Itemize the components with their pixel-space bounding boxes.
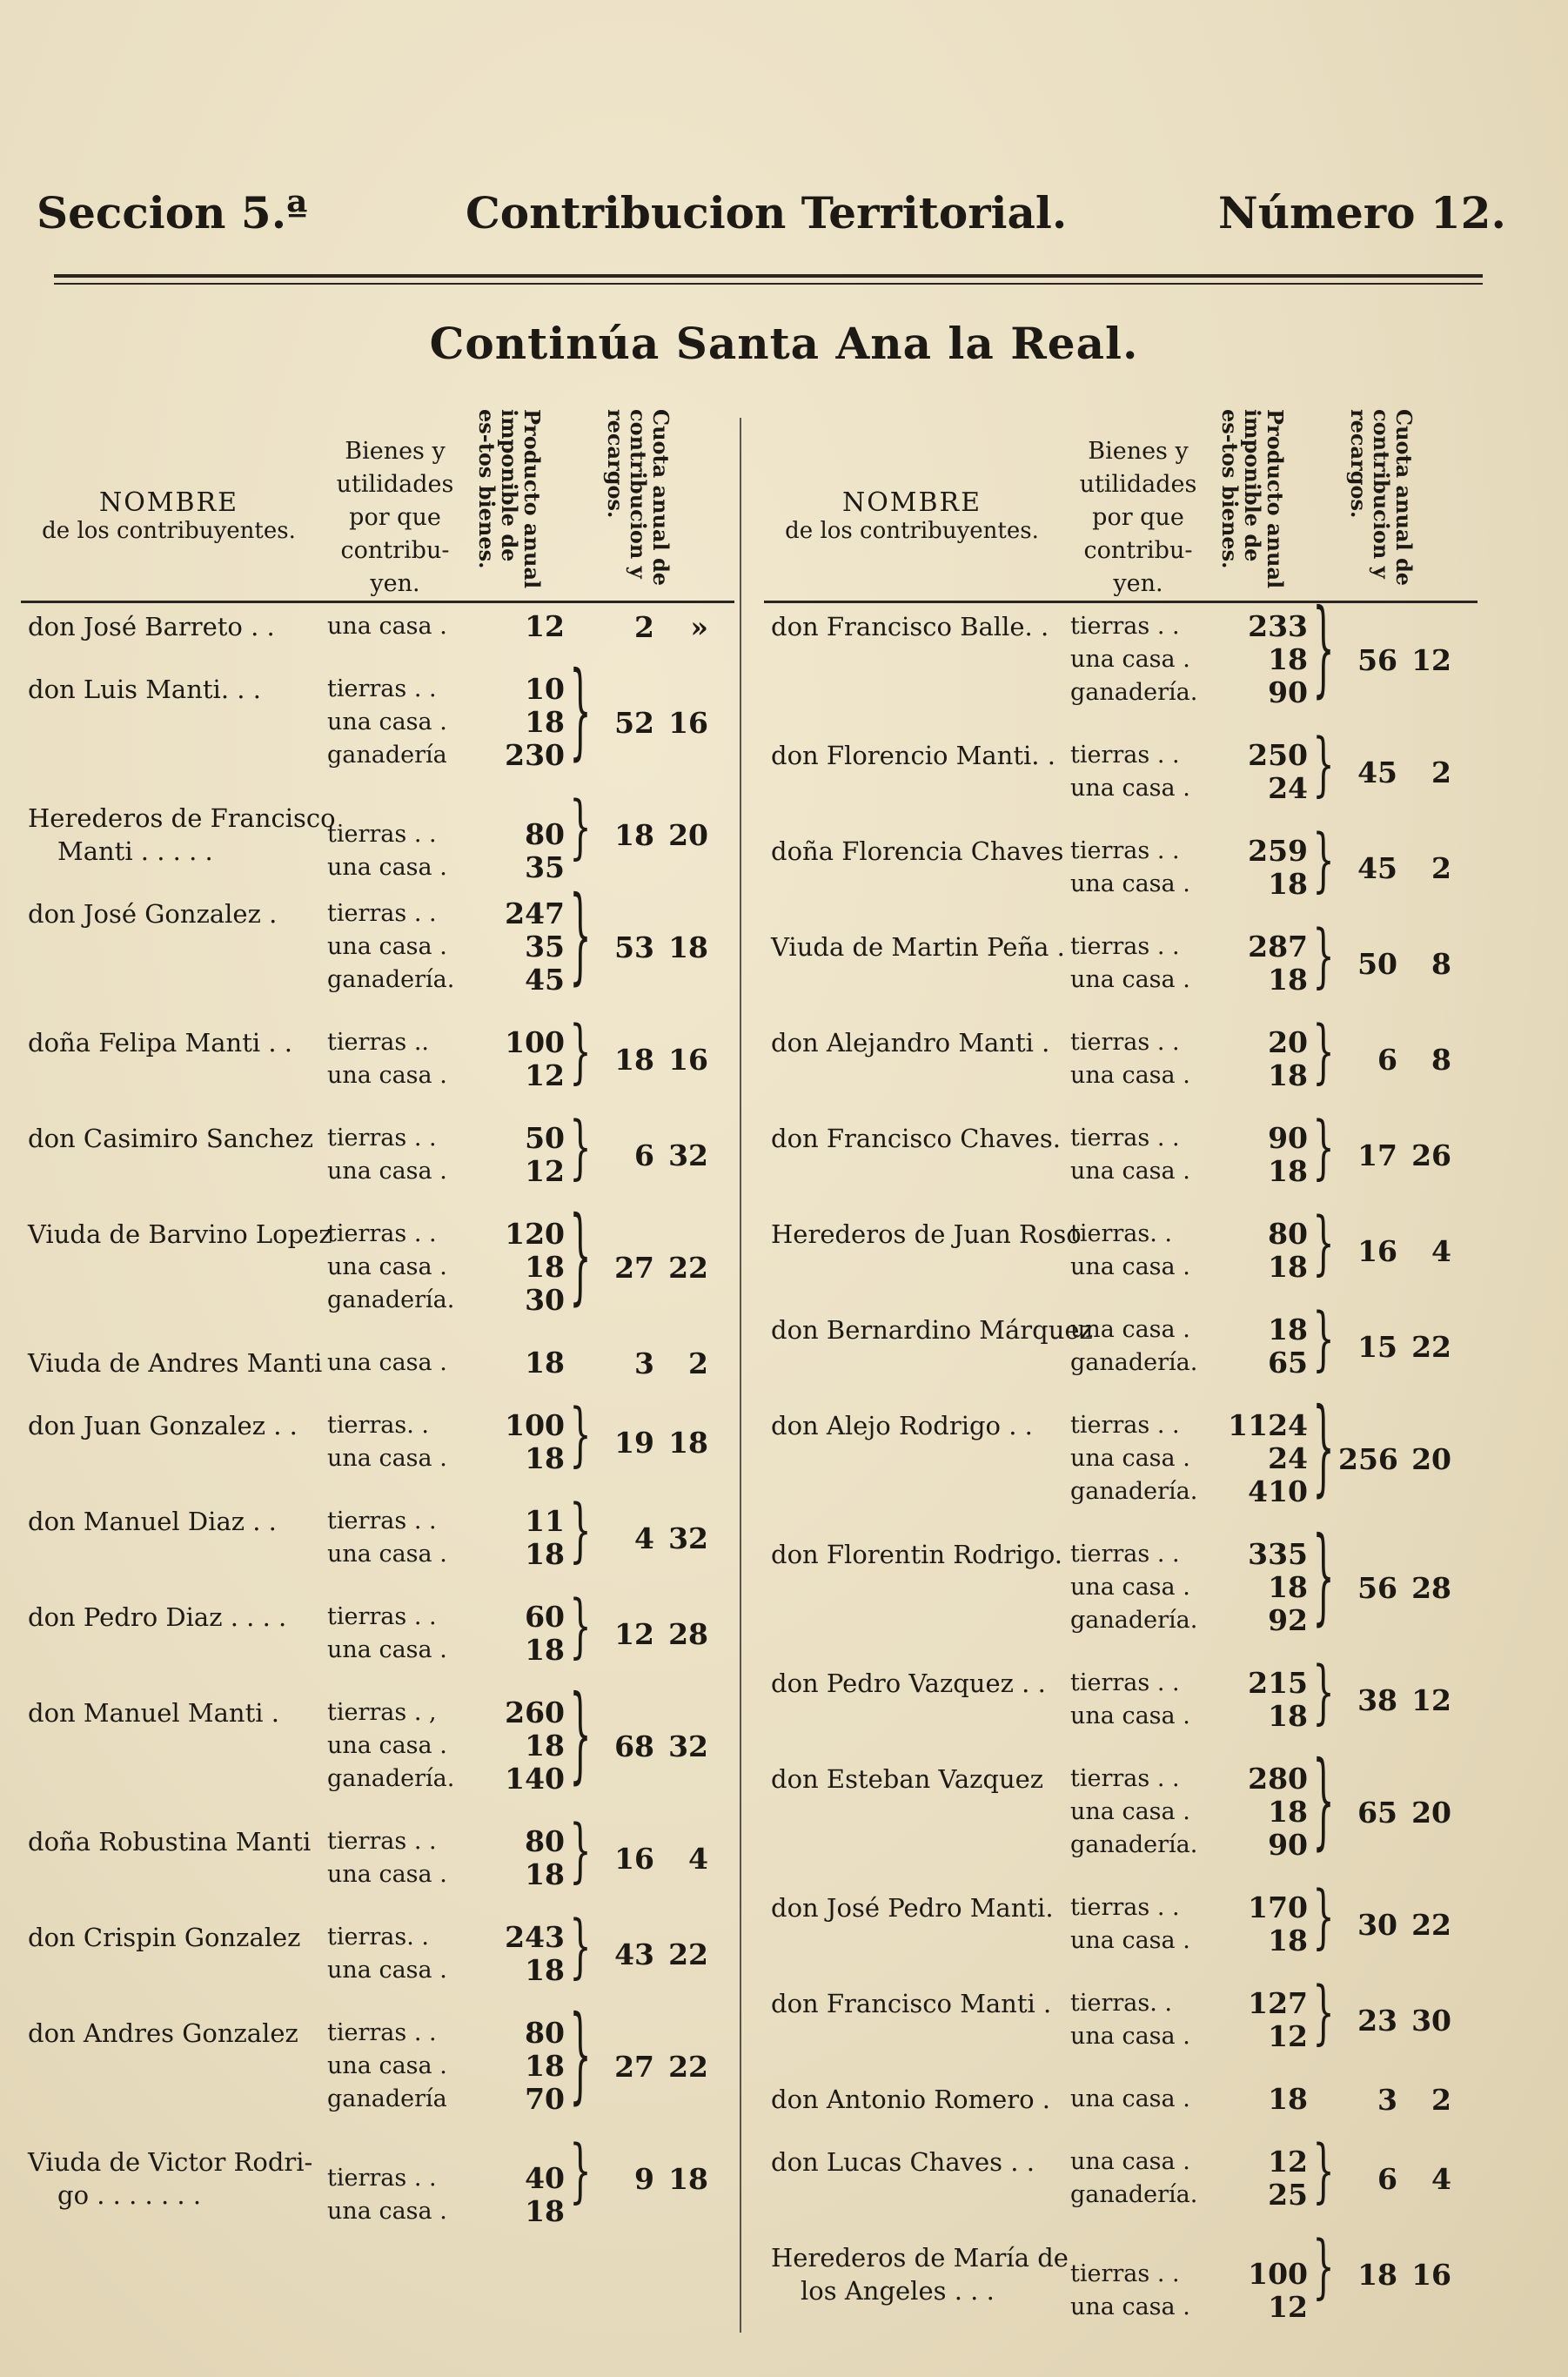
property-type: tierras . . <box>1070 613 1180 640</box>
property-type: una casa . <box>327 1062 447 1089</box>
table-row <box>764 821 1478 901</box>
table-row <box>21 1907 734 1987</box>
brace: } <box>569 1491 592 1571</box>
table-row <box>764 1108 1478 1188</box>
property-type: una casa . <box>327 1541 447 1568</box>
property-type: una casa . <box>1070 1253 1190 1280</box>
cuota-value: 53 18 <box>614 930 708 964</box>
property-type: una casa . <box>1070 2023 1190 2050</box>
product-value: 233 <box>1248 609 1308 643</box>
product-value: 18 <box>1268 867 1308 901</box>
cuota-value: 17 26 <box>1357 1138 1451 1172</box>
property-type: una casa . <box>327 613 447 640</box>
property-type: una casa . <box>1070 966 1190 993</box>
property-type: tierras . . <box>1070 2260 1180 2287</box>
product-value: 18 <box>1268 1699 1308 1733</box>
brace: } <box>1312 2132 1335 2212</box>
property-type: tierras . . <box>327 2165 437 2192</box>
cuota-value: 4 32 <box>634 1521 708 1555</box>
product-value: 1124 <box>1228 1408 1308 1442</box>
product-value: 18 <box>525 1633 565 1667</box>
table-row <box>21 610 734 643</box>
property-type: una casa . <box>1070 1062 1190 1089</box>
cuota-value: 38 12 <box>1357 1683 1451 1717</box>
brace: } <box>1312 1742 1335 1862</box>
product-value: 35 <box>525 930 565 964</box>
brace: } <box>1312 1204 1335 1284</box>
cuota-value: 27 22 <box>614 2050 708 2084</box>
property-type: una casa . <box>327 1253 447 1280</box>
column-divider <box>740 418 741 2333</box>
header-producto: Producto anual imponible de es-tos bienes. <box>474 409 545 589</box>
brace: } <box>569 1012 592 1092</box>
product-value: 170 <box>1248 1890 1308 1924</box>
property-type: una casa . <box>1070 2293 1190 2320</box>
contributor-name: don Florencio Manti. . <box>771 741 1055 770</box>
product-value: 12 <box>525 1154 565 1188</box>
cuota-value: 18 16 <box>614 1043 708 1077</box>
cuota-value: 256 20 <box>1338 1442 1451 1476</box>
table-row <box>764 2132 1478 2212</box>
property-type: una casa . <box>327 854 447 881</box>
property-type: tierras . . <box>327 2019 437 2046</box>
product-value: 18 <box>525 1250 565 1284</box>
property-type: una casa . <box>327 2052 447 2079</box>
property-type: tierras . . <box>1070 837 1180 864</box>
product-value: 18 <box>525 1953 565 1987</box>
property-type: tierras . . <box>1070 1029 1180 1056</box>
section-label: Seccion 5.ª <box>37 187 308 238</box>
table-row <box>764 2083 1478 2116</box>
brace: } <box>1312 1299 1335 1380</box>
left-column <box>21 400 734 2228</box>
product-value: 12 <box>1268 2019 1308 2053</box>
table-row <box>21 1675 734 1796</box>
product-value: 18 <box>525 705 565 739</box>
property-type: una casa . <box>327 1349 447 1376</box>
product-value: 11 <box>525 1504 565 1538</box>
contributor-name: don Lucas Chaves . . <box>771 2147 1035 2177</box>
brace: } <box>569 1811 592 1891</box>
property-type: ganadería. <box>327 1286 455 1313</box>
property-type: tierras . . <box>327 1603 437 1630</box>
product-value: 60 <box>525 1600 565 1634</box>
table-row <box>21 2132 734 2228</box>
property-type: tierras . . <box>1070 1412 1180 1439</box>
product-value: 18 <box>1268 2082 1308 2116</box>
header-rule-thin <box>54 283 1483 285</box>
brace: } <box>1312 1877 1335 1957</box>
contributor-name: don Andres Gonzalez <box>28 2018 298 2048</box>
cuota-value: 65 20 <box>1357 1796 1451 1830</box>
product-value: 80 <box>1268 1217 1308 1251</box>
product-value: 250 <box>1248 738 1308 772</box>
property-type: tierras . . <box>1070 742 1180 769</box>
property-type: ganadería. <box>1070 679 1198 706</box>
product-value: 215 <box>1248 1666 1308 1700</box>
contributor-name: don Pedro Diaz . . . . <box>28 1602 287 1632</box>
cuota-value: 3 2 <box>1377 2083 1451 2117</box>
table-row <box>21 1811 734 1891</box>
property-type: una casa . <box>1070 870 1190 897</box>
property-type: una casa . <box>327 2198 447 2225</box>
cuota-value: 45 2 <box>1357 755 1451 789</box>
property-type: tierras . . <box>1070 933 1180 960</box>
property-type: tierras. . <box>1070 1990 1172 2017</box>
header-rule <box>54 274 1483 278</box>
property-type: una casa . <box>1070 1445 1190 1472</box>
product-value: 70 <box>525 2082 565 2116</box>
property-type: ganadería. <box>1070 1478 1198 1505</box>
table-row <box>21 1012 734 1092</box>
property-type: una casa . <box>1070 1927 1190 1954</box>
product-value: 45 <box>525 963 565 997</box>
product-value: 18 <box>525 1346 565 1380</box>
brace: } <box>1312 1517 1335 1637</box>
property-type: tierras. . <box>1070 1220 1172 1247</box>
property-type: una casa . <box>1070 1702 1190 1729</box>
contributor-name: Herederos de Juan Roso <box>771 1219 1082 1249</box>
cuota-value: 18 20 <box>614 818 708 852</box>
header-name: NOMBRE de los contribuyentes. <box>42 487 296 544</box>
product-value: 12 <box>1268 2145 1308 2179</box>
product-value: 18 <box>1268 642 1308 676</box>
product-value: 18 <box>1268 1058 1308 1092</box>
table-row <box>764 1388 1478 1508</box>
contributor-name: don Francisco Manti . <box>771 1989 1052 2018</box>
table-row <box>764 1299 1478 1380</box>
table-header <box>764 400 1478 603</box>
property-type: una casa . <box>1070 646 1190 673</box>
product-value: 30 <box>525 1283 565 1317</box>
property-type: ganadería. <box>1070 2181 1198 2208</box>
cuota-value: 27 22 <box>614 1251 708 1285</box>
cuota-value: 18 16 <box>1357 2258 1451 2292</box>
product-value: 18 <box>525 1441 565 1475</box>
product-value: 18 <box>525 1537 565 1571</box>
product-value: 287 <box>1248 930 1308 964</box>
contributor-name: don Francisco Balle. . <box>771 612 1049 641</box>
page-title: Contribucion Territorial. <box>466 187 1068 238</box>
property-type: tierras .. <box>327 1029 429 1056</box>
property-type: una casa . <box>1070 1574 1190 1601</box>
table-row <box>764 1653 1478 1733</box>
property-type: una casa . <box>1070 1158 1190 1185</box>
cuota-value: 45 2 <box>1357 851 1451 885</box>
brace: } <box>569 1395 592 1475</box>
property-type: una casa . <box>1070 1798 1190 1825</box>
product-value: 24 <box>1268 1441 1308 1475</box>
property-type: tierras . . <box>1070 1541 1180 1568</box>
contributor-name: doña Robustina Manti <box>28 1827 312 1857</box>
product-value: 18 <box>525 1729 565 1763</box>
brace: } <box>1312 725 1335 805</box>
product-value: 20 <box>1268 1025 1308 1059</box>
property-type: tierras . . <box>327 1507 437 1534</box>
product-value: 100 <box>1248 2257 1308 2291</box>
cuota-value: 23 30 <box>1357 2004 1451 2038</box>
table-row <box>21 788 734 884</box>
table-row <box>764 917 1478 997</box>
property-type: tierras . . <box>327 1828 437 1855</box>
product-value: 80 <box>525 817 565 851</box>
cuota-value: 43 22 <box>614 1937 708 1971</box>
property-type: tierras . . <box>1070 1765 1180 1792</box>
product-value: 25 <box>1268 2178 1308 2212</box>
table-row <box>764 1204 1478 1284</box>
property-type: una casa . <box>327 1158 447 1185</box>
contributor-name: don José Gonzalez . <box>28 899 278 929</box>
property-type: ganadería. <box>1070 1607 1198 1634</box>
table-row <box>21 1996 734 2116</box>
product-value: 80 <box>525 1824 565 1858</box>
product-value: 18 <box>525 2194 565 2228</box>
cuota-value: 68 32 <box>614 1729 708 1763</box>
property-type: tierras . . <box>1070 1125 1180 1152</box>
cuota-value: 52 16 <box>614 706 708 740</box>
header-producto: Producto anual imponible de es-tos bienes. <box>1217 409 1288 589</box>
brace: } <box>569 1907 592 1987</box>
contributor-name: don Manuel Manti . <box>28 1698 279 1728</box>
property-type: tierras . . <box>327 675 437 702</box>
cuota-value: 2 » <box>634 610 708 644</box>
contributor-name: don Francisco Chaves. <box>771 1124 1061 1153</box>
cuota-value: 12 28 <box>614 1617 708 1651</box>
product-value: 259 <box>1248 834 1308 868</box>
cuota-value: 6 32 <box>634 1138 708 1172</box>
property-type: ganadería. <box>1070 1831 1198 1858</box>
contributor-name: Herederos de Francisco Manti . . . . . <box>28 803 336 866</box>
brace: } <box>1312 1108 1335 1188</box>
contributor-name: Viuda de Barvino Lopez <box>28 1219 332 1249</box>
header-cuota: Cuota anual de contribucion y recargos. <box>603 409 673 587</box>
table-row <box>764 1012 1478 1092</box>
table-row <box>764 1877 1478 1957</box>
brace: } <box>1312 1388 1335 1508</box>
product-value: 12 <box>1268 2290 1308 2324</box>
brace: } <box>1312 1973 1335 2053</box>
product-value: 140 <box>505 1762 565 1796</box>
product-value: 100 <box>505 1408 565 1442</box>
brace: } <box>569 1108 592 1188</box>
table-row <box>764 589 1478 709</box>
table-row <box>21 1108 734 1188</box>
product-value: 65 <box>1268 1346 1308 1380</box>
product-value: 80 <box>525 2016 565 2050</box>
cuota-value: 3 2 <box>634 1346 708 1380</box>
property-type: tierras . . <box>1070 1669 1180 1696</box>
product-value: 50 <box>525 1121 565 1155</box>
table-row <box>21 876 734 997</box>
contributor-name: doña Felipa Manti . . <box>28 1028 292 1058</box>
product-value: 12 <box>525 609 565 643</box>
header-bienes: Bienes y utilidades por que contribu-yen. <box>336 438 454 597</box>
cuota-value: 19 18 <box>614 1426 708 1460</box>
product-value: 230 <box>505 738 565 772</box>
contributor-name: don Luis Manti. . . <box>28 675 261 704</box>
contributor-name: Viuda de Victor Rodri- go . . . . . . . <box>28 2147 313 2210</box>
property-type: ganadería. <box>327 966 455 993</box>
right-column <box>764 400 1478 2324</box>
page-number: Número 12. <box>1218 187 1506 238</box>
contributor-name: don Bernardino Márquez <box>771 1315 1093 1345</box>
product-value: 335 <box>1248 1537 1308 1571</box>
contributor-name: don José Barreto . . <box>28 612 275 641</box>
product-value: 280 <box>1248 1762 1308 1796</box>
brace: } <box>569 1996 592 2116</box>
product-value: 10 <box>525 672 565 706</box>
product-value: 18 <box>1268 1313 1308 1346</box>
header-cuota: Cuota anual de contribucion y recargos. <box>1346 409 1417 587</box>
product-value: 12 <box>525 1058 565 1092</box>
table-row <box>21 1346 734 1380</box>
product-value: 18 <box>525 1857 565 1891</box>
property-type: una casa . <box>1070 775 1190 802</box>
property-type: tierras . , <box>327 1699 437 1726</box>
property-type: tierras . . <box>327 821 437 848</box>
table-row <box>764 1973 1478 2053</box>
contributor-name: Viuda de Martin Peña . <box>771 932 1065 962</box>
table-row <box>764 1517 1478 1637</box>
product-value: 260 <box>505 1695 565 1729</box>
property-type: tierras. . <box>327 1412 429 1439</box>
product-value: 18 <box>1268 1250 1308 1284</box>
product-value: 18 <box>1268 1570 1308 1604</box>
contributor-name: don Juan Gonzalez . . <box>28 1411 298 1440</box>
product-value: 127 <box>1248 1986 1308 2020</box>
brace: } <box>569 1197 592 1317</box>
product-value: 90 <box>1268 675 1308 709</box>
property-type: ganadería <box>327 2085 447 2112</box>
property-type: una casa . <box>327 1861 447 1888</box>
property-type: una casa . <box>327 1732 447 1759</box>
property-type: una casa . <box>327 933 447 960</box>
product-value: 18 <box>1268 1154 1308 1188</box>
product-value: 35 <box>525 850 565 884</box>
property-type: una casa . <box>327 1445 447 1472</box>
header-name: NOMBRE de los contribuyentes. <box>785 487 1039 544</box>
contributor-name: Herederos de María de los Angeles . . . <box>771 2243 1069 2306</box>
property-type: ganadería. <box>1070 1349 1198 1376</box>
brace: } <box>569 876 592 997</box>
brace: } <box>1312 589 1335 709</box>
contributor-name: don Pedro Vazquez . . <box>771 1669 1046 1698</box>
product-value: 100 <box>505 1025 565 1059</box>
brace: } <box>569 652 592 772</box>
contributor-name: don Alejandro Manti . <box>771 1028 1050 1058</box>
cuota-value: 30 22 <box>1357 1908 1451 1942</box>
property-type: tierras . . <box>327 1125 437 1152</box>
property-type: una casa . <box>1070 2148 1190 2175</box>
product-value: 18 <box>1268 1924 1308 1957</box>
cuota-value: 56 28 <box>1357 1571 1451 1605</box>
cuota-value: 56 12 <box>1357 643 1451 677</box>
contributor-name: doña Florencia Chaves <box>771 836 1064 866</box>
brace: } <box>1312 917 1335 997</box>
property-type: ganadería <box>327 742 447 769</box>
product-value: 18 <box>1268 963 1308 997</box>
property-type: tierras . . <box>327 900 437 927</box>
table-row <box>21 1587 734 1667</box>
contributor-name: don José Pedro Manti. <box>771 1893 1054 1923</box>
contributor-name: don Antonio Romero . <box>771 2085 1050 2114</box>
subtitle: Continúa Santa Ana la Real. <box>429 318 1139 369</box>
brace: } <box>569 2132 592 2212</box>
property-type: tierras . . <box>1070 1894 1180 1921</box>
product-value: 90 <box>1268 1828 1308 1862</box>
brace: } <box>569 1587 592 1667</box>
property-type: una casa . <box>327 1636 447 1663</box>
product-value: 247 <box>505 896 565 930</box>
product-value: 40 <box>525 2161 565 2195</box>
contributor-name: don Manuel Diaz . . <box>28 1507 277 1536</box>
contributor-name: don Crispin Gonzalez <box>28 1923 301 1952</box>
table-row <box>764 725 1478 805</box>
property-type: ganadería. <box>327 1765 455 1792</box>
property-type: una casa . <box>1070 2085 1190 2112</box>
product-value: 243 <box>505 1920 565 1954</box>
property-type: tierras. . <box>327 1924 429 1951</box>
cuota-value: 16 4 <box>614 1842 708 1876</box>
table-row <box>21 1395 734 1475</box>
table-row <box>764 1742 1478 1862</box>
brace: } <box>1312 1653 1335 1733</box>
cuota-value: 9 18 <box>634 2162 708 2196</box>
cuota-value: 6 8 <box>1377 1043 1451 1077</box>
contributor-name: don Esteban Vazquez <box>771 1764 1044 1794</box>
table-row <box>21 1197 734 1317</box>
product-value: 18 <box>1268 1795 1308 1829</box>
table-row <box>21 1491 734 1571</box>
header-bienes: Bienes y utilidades por que contribu-yen. <box>1079 438 1197 597</box>
brace: } <box>569 788 592 868</box>
cuota-value: 50 8 <box>1357 947 1451 981</box>
brace: } <box>1312 1012 1335 1092</box>
cuota-value: 6 4 <box>1377 2162 1451 2196</box>
cuota-value: 16 4 <box>1357 1234 1451 1268</box>
product-value: 90 <box>1268 1121 1308 1155</box>
product-value: 92 <box>1268 1603 1308 1637</box>
property-type: tierras . . <box>327 1220 437 1247</box>
contributor-name: don Alejo Rodrigo . . <box>771 1411 1033 1440</box>
brace: } <box>569 1675 592 1796</box>
product-value: 410 <box>1248 1474 1308 1508</box>
property-type: una casa . <box>1070 1316 1190 1343</box>
brace: } <box>1312 2227 1335 2307</box>
cuota-value: 15 22 <box>1357 1330 1451 1364</box>
contributor-name: don Casimiro Sanchez <box>28 1124 314 1153</box>
table-row <box>764 2227 1478 2324</box>
property-type: una casa . <box>327 1957 447 1984</box>
table-row <box>21 652 734 772</box>
contributor-name: Viuda de Andres Manti <box>28 1348 323 1378</box>
product-value: 24 <box>1268 771 1308 805</box>
contributor-name: don Florentin Rodrigo. <box>771 1540 1063 1569</box>
product-value: 120 <box>505 1217 565 1251</box>
brace: } <box>1312 821 1335 901</box>
table-header <box>21 400 734 603</box>
property-type: una casa . <box>327 708 447 735</box>
product-value: 18 <box>525 2049 565 2083</box>
